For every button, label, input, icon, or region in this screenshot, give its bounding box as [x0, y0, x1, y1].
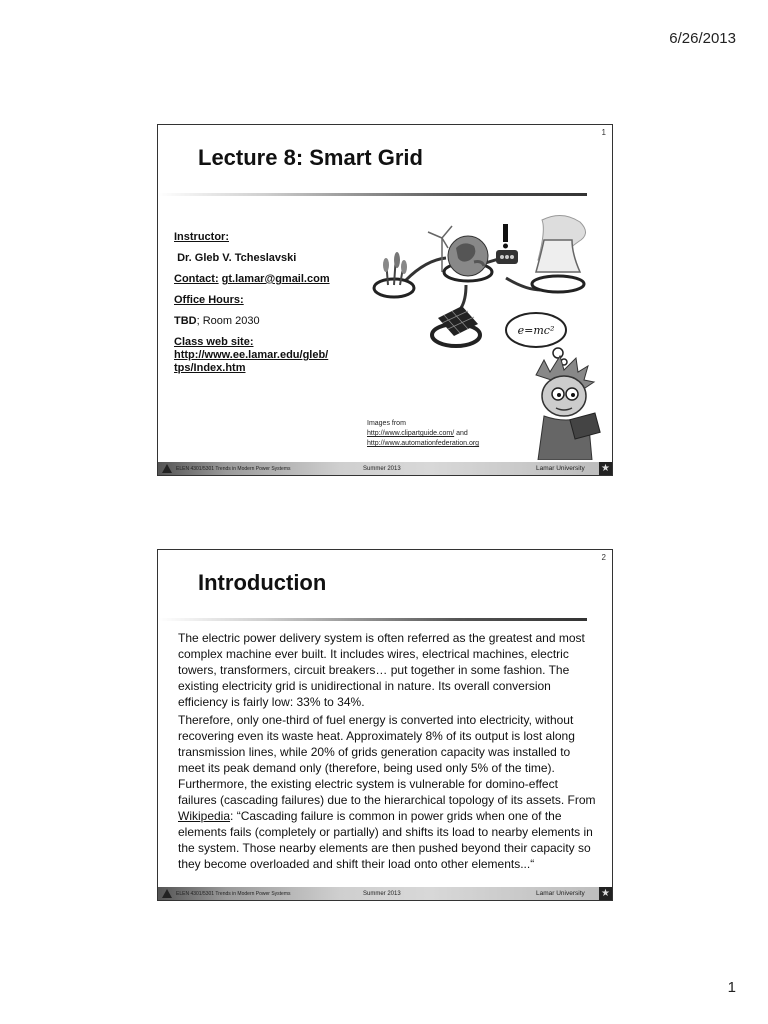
- website-url-line2[interactable]: tps/Index.htm: [174, 362, 246, 374]
- footer-university: Lamar University: [536, 890, 585, 897]
- power-plant-icon: [532, 215, 586, 292]
- lamar-logo-icon: [162, 889, 172, 898]
- wikipedia-link[interactable]: Wikipedia: [178, 809, 231, 823]
- contact-label: Contact:: [174, 273, 219, 285]
- thought-bubble-text: e=mc²: [517, 324, 555, 337]
- lamar-logo-icon: [162, 464, 172, 473]
- credits-intro: Images from: [367, 420, 406, 427]
- star-icon: ★: [599, 887, 612, 900]
- slide-body: [178, 630, 598, 874]
- slide-number: 1: [601, 128, 606, 137]
- handout-page-number: 1: [727, 979, 736, 996]
- website-url-line1[interactable]: http://www.ee.lamar.edu/gleb/: [174, 349, 329, 361]
- image-credits: [367, 419, 479, 449]
- footer-term: Summer 2013: [363, 466, 401, 472]
- clipartguide-link[interactable]: http://www.clipartguide.com/: [367, 430, 455, 437]
- instructor-name: Dr. Gleb V. Tcheslavski: [177, 252, 297, 264]
- office-hours-tbd: TBD: [174, 315, 197, 327]
- slide-title: Introduction: [198, 570, 327, 595]
- corn-plant-icon: [374, 252, 414, 297]
- intro-paragraph-2: [178, 712, 598, 872]
- instructor-info: [174, 231, 344, 383]
- scientist-character-icon: [536, 356, 600, 460]
- website-link[interactable]: [174, 349, 328, 374]
- handout-date: 6/26/2013: [669, 30, 736, 47]
- slide-number: 2: [601, 553, 606, 562]
- star-icon: ★: [599, 462, 612, 475]
- instructor-label: Instructor:: [174, 231, 229, 243]
- footer-term: Summer 2013: [363, 891, 401, 897]
- solar-panel-icon: [432, 306, 480, 346]
- paragraph-2-text-before: Therefore, only one-third of fuel energy is converted into electricity, without recovering even its waste heat. Approximately 8% of its output is lost along transmission lines, while 20% of grids generation capacity was installed to meet its peak demand only (therefore, being used only 5% of the time). Furthermore, the existing electric system is vulnerable for domino-effect failures (cascading failures) due to the hierarchical topology of its assets. From: [178, 713, 596, 807]
- slide-title: Lecture 8: Smart Grid: [198, 145, 423, 170]
- wind-turbine-icon: [428, 226, 452, 272]
- footer-course: ELEN 4301/5301 Trends in Modern Power Systems: [176, 891, 291, 897]
- paragraph-2-quote: : “Cascading failure is common in power grids when one of the elements fails (completely or partially) and shifts its load to nearby elements in the system. Those nearby elements are then pushed beyond their capacity so they become overloaded and shift their load onto other elements...“: [178, 809, 593, 871]
- office-hours-label: Office Hours:: [174, 294, 244, 306]
- thought-bubble-icon: [506, 313, 567, 365]
- title-divider: [158, 193, 587, 196]
- slide-1: [157, 124, 613, 476]
- footer-course: ELEN 4301/5301 Trends in Modern Power Systems: [176, 466, 291, 472]
- website-label: Class web site:: [174, 336, 254, 348]
- intro-paragraph-1: The electric power delivery system is often referred as the greatest and most complex machine ever built. It includes wires, electrical machines, electric towers, transformers, circuit breakers… put together in some fashion. The existing electricity grid is unidirectional in nature. Its overall conversion efficiency is fairly low: 33% to 34%.: [178, 631, 585, 709]
- automationfederation-link[interactable]: http://www.automationfederation.org: [367, 440, 480, 447]
- office-hours-room: ; Room 2030: [196, 315, 260, 327]
- contact-email-link[interactable]: gt.lamar@gmail.com: [221, 273, 330, 285]
- footer-university: Lamar University: [536, 465, 585, 472]
- slide-footer: [158, 887, 612, 900]
- slide-2: [157, 549, 613, 901]
- title-divider: [158, 618, 587, 621]
- credits-and: and: [454, 430, 468, 437]
- smart-meter-icon: [496, 224, 518, 264]
- globe-icon: [444, 236, 492, 281]
- slide-footer: [158, 462, 612, 475]
